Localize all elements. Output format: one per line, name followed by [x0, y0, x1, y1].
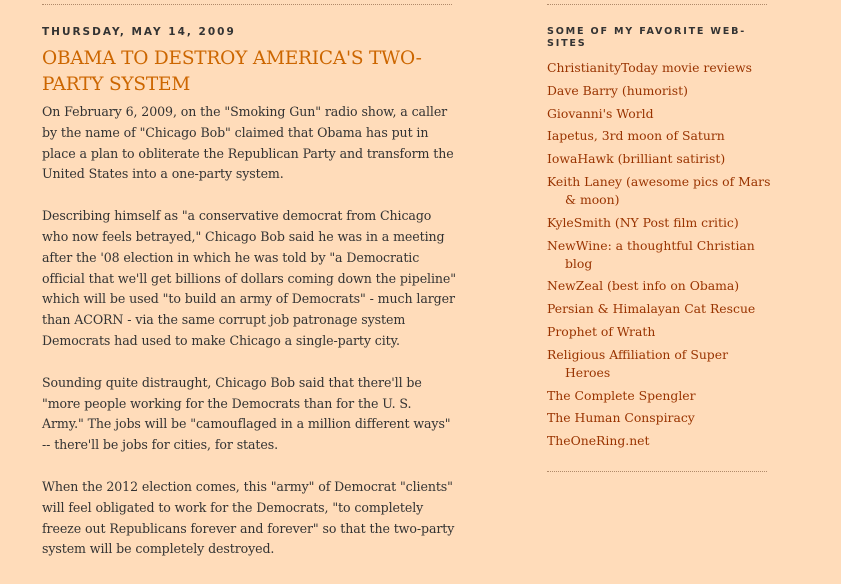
post-paragraph: When the 2012 election comes, this "army" of Democrat "clients" will feel obligated to work for the Democrats, "to completely freeze out Republicans forever and forever" so that the two-party system will be completely destroyed.: [42, 478, 455, 557]
link-christianitytoday[interactable]: ChristianityToday movie reviews: [547, 60, 752, 75]
top-divider-sidebar: [547, 4, 767, 5]
list-item: [547, 432, 777, 450]
link-iapetus[interactable]: Iapetus, 3rd moon of Saturn: [547, 128, 725, 144]
link-keith-laney[interactable]: Keith Laney (awesome pics of Mars & moon): [547, 173, 771, 207]
link-giovannis-world[interactable]: Giovanni's World: [547, 105, 654, 121]
post-body: [42, 102, 456, 560]
sidebar-title: SOME OF MY FAVORITE WEB-SITES: [547, 26, 747, 49]
list-item: [547, 387, 777, 405]
link-super-heroes[interactable]: Religious Affiliation of Super Heroes: [547, 346, 728, 380]
list-item: [547, 409, 777, 427]
list-item: [547, 82, 777, 100]
list-item: [547, 150, 777, 168]
top-divider-main: [42, 4, 452, 5]
post-title[interactable]: OBAMA TO DESTROY AMERICA'S TWO-PARTY SYSTEM: [42, 48, 422, 95]
link-dave-barry[interactable]: Dave Barry (humorist): [547, 82, 688, 98]
list-item: [547, 127, 777, 145]
post-date: THURSDAY, MAY 14, 2009: [42, 26, 236, 38]
link-theonering[interactable]: TheOneRing.net: [547, 433, 650, 449]
link-newwine[interactable]: NewWine: a thoughtful Christian blog: [547, 237, 755, 271]
list-item: [547, 173, 777, 209]
list-item: [547, 59, 777, 77]
post-column: [42, 26, 456, 581]
post-paragraph: Sounding quite distraught, Chicago Bob said that there'll be "more people working for the Democrats than for the U. S. Army." The jobs will be "camouflaged in a million different ways" -- there'll be jobs for cities, for states.: [42, 374, 451, 453]
post-paragraph: Describing himself as "a conservative democrat from Chicago who now feels betrayed," Chicago Bob said he was in a meeting after the '08 election in which he was told by "a Democratic official that we'll get billions of dollars coming down the pipeline" which will be used "to build an army of Democrats" - much larger than ACORN - via the same corrupt job patronage system Democrats had used to make Chicago a single-party city.: [42, 208, 456, 348]
list-item: [547, 300, 777, 318]
link-newzeal[interactable]: NewZeal (best info on Obama): [547, 278, 740, 294]
list-item: [547, 277, 777, 295]
list-item: [547, 214, 777, 232]
link-human-conspiracy[interactable]: The Human Conspiracy: [547, 410, 695, 426]
sidebar: [547, 26, 777, 472]
list-item: [547, 105, 777, 123]
post-paragraph: On February 6, 2009, on the "Smoking Gun" radio show, a caller by the name of "Chicago Bob" claimed that Obama has put in place a plan to obliterate the Republican Party and transform the United States into a one-party system.: [42, 104, 454, 182]
list-item: [547, 237, 777, 273]
link-prophet-of-wrath[interactable]: Prophet of Wrath: [547, 323, 656, 339]
sidebar-divider: [547, 471, 767, 472]
list-item: [547, 323, 777, 341]
link-iowahawk[interactable]: IowaHawk (brilliant satirist): [547, 151, 726, 167]
link-complete-spengler[interactable]: The Complete Spengler: [547, 387, 696, 403]
link-cat-rescue[interactable]: Persian & Himalayan Cat Rescue: [547, 301, 756, 317]
favorite-links-list: [547, 59, 777, 450]
link-kylesmith[interactable]: KyleSmith (NY Post film critic): [547, 214, 739, 230]
list-item: [547, 346, 777, 382]
